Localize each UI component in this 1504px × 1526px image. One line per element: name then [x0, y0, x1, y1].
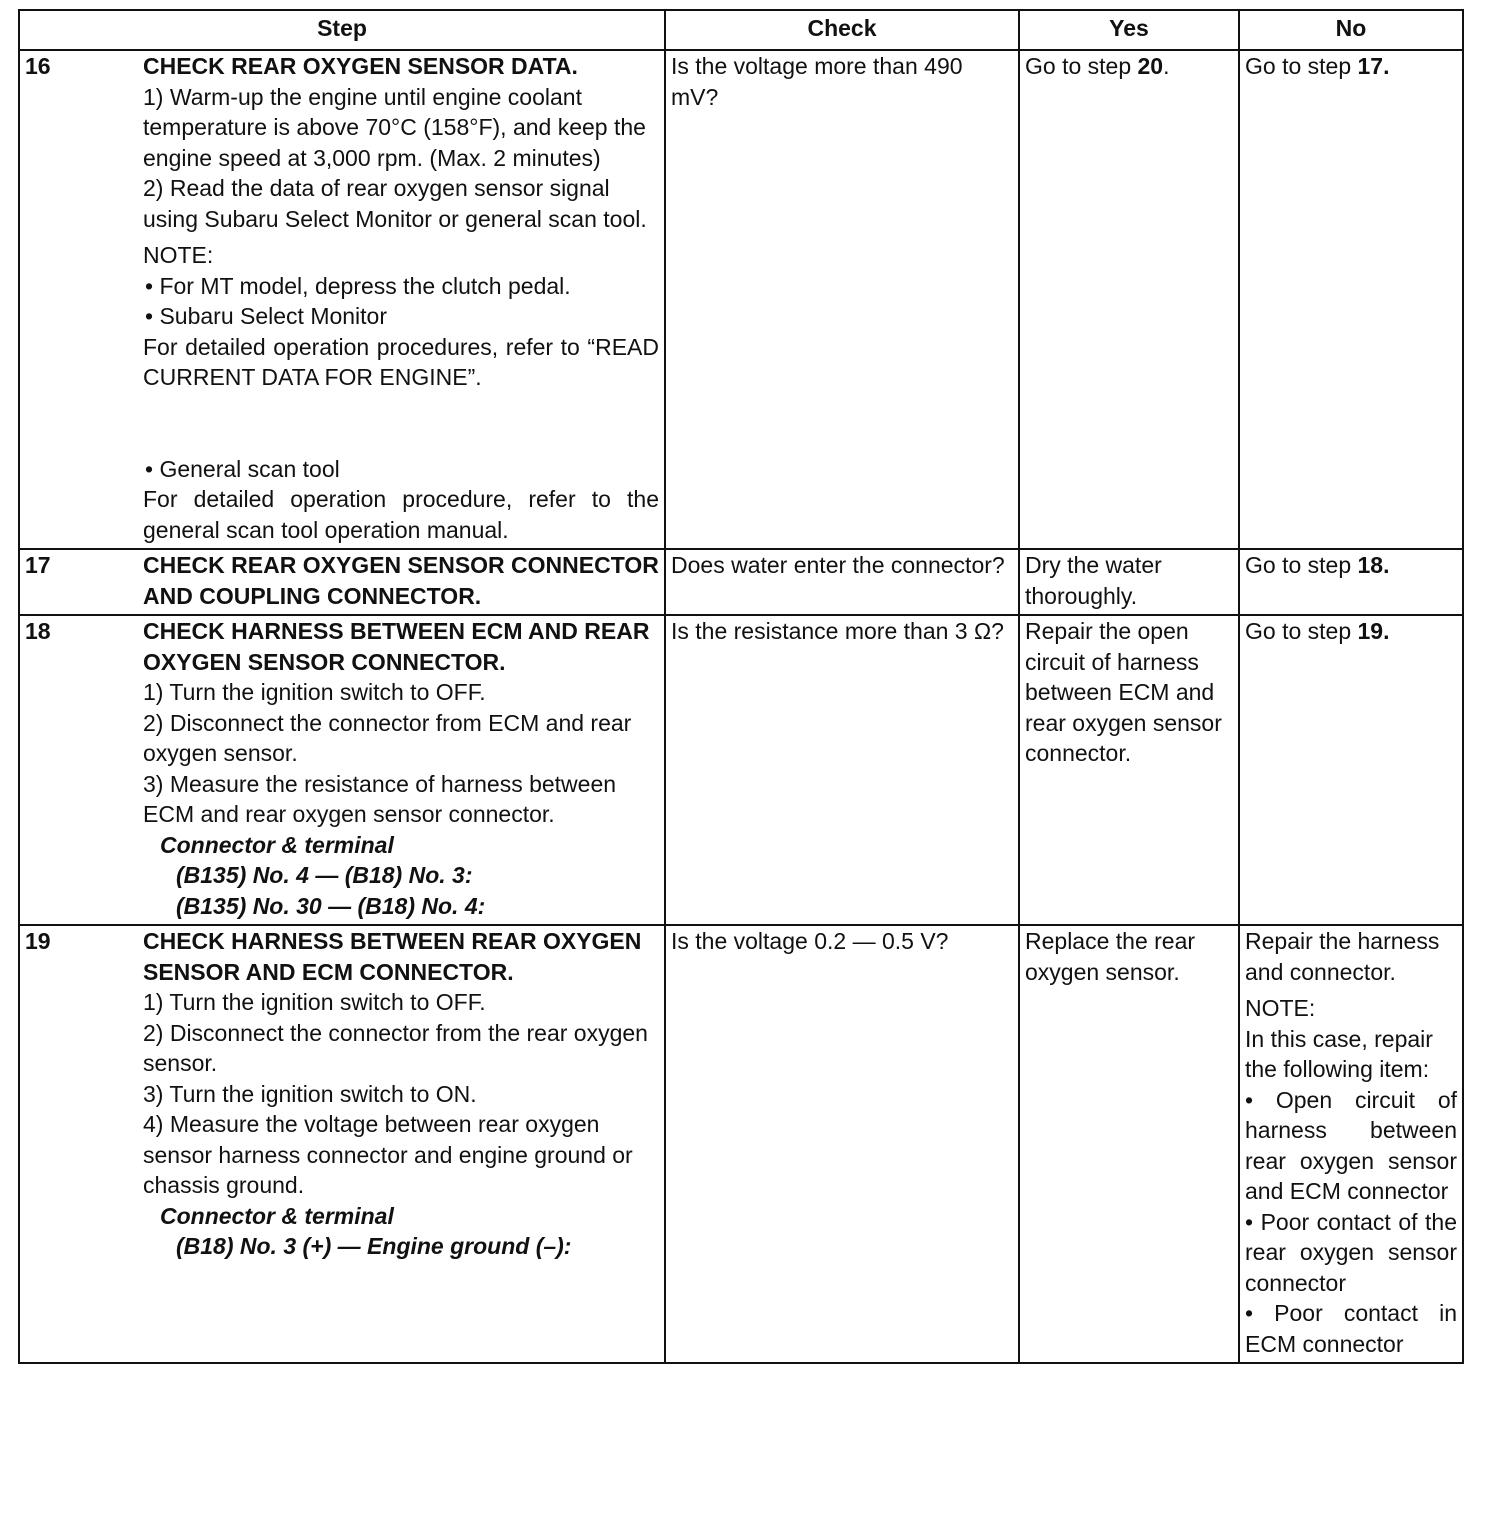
- step-title: CHECK REAR OXYGEN SENSOR DATA.: [143, 53, 578, 79]
- check-cell: Is the resistance more than 3 Ω?: [665, 615, 1019, 925]
- step-instruction: 3) Measure the resistance of harness between ECM and rear oxygen sensor connector.: [143, 770, 617, 827]
- note-bullet: • Open circuit of harness between rear oxygen sensor and ECM connector: [1245, 1086, 1457, 1204]
- note-bullet: • Poor contact in ECM connector: [1245, 1300, 1457, 1357]
- note-bullet: • General scan tool: [145, 455, 340, 482]
- check-cell: Does water enter the connector?: [665, 549, 1019, 615]
- step-instruction: 1) Warm-up the engine until engine coolant temperature is above 70°C (158°F), and keep the engine speed at 3,000 rpm. (Max. 2 minutes): [143, 83, 646, 171]
- step-title: CHECK HARNESS BETWEEN ECM AND REAR OXYGEN SENSOR CONNECTOR.: [143, 618, 650, 675]
- header-step: Step: [19, 10, 665, 50]
- step-instruction: 2) Disconnect the connector from ECM and rear oxygen sensor.: [143, 709, 632, 766]
- no-text: Repair the harness and connector.: [1245, 928, 1440, 985]
- header-check: Check: [665, 10, 1019, 50]
- connector-terminal-spec: (B135) No. 4 — (B18) No. 3:: [176, 862, 473, 888]
- connector-terminal-label: Connector & terminal: [160, 1202, 394, 1229]
- yes-cell: Replace the rear oxygen sensor.: [1019, 925, 1239, 1363]
- no-text: Go to step: [1245, 618, 1358, 644]
- note-label: NOTE:: [143, 242, 214, 268]
- check-cell: Is the voltage more than 490 mV?: [665, 50, 1019, 549]
- no-cell: [1239, 615, 1463, 925]
- connector-terminal-label: Connector & terminal: [160, 831, 394, 858]
- no-cell: [1239, 549, 1463, 615]
- table-row-16: [19, 50, 1463, 549]
- note-bullet: • For MT model, depress the clutch pedal.: [145, 272, 571, 299]
- yes-cell: Dry the water thoroughly.: [1019, 549, 1239, 615]
- step-instruction: 1) Turn the ignition switch to OFF.: [143, 989, 486, 1015]
- no-step-ref: 19.: [1357, 618, 1390, 644]
- no-cell: [1239, 925, 1463, 1363]
- no-step-ref: 17.: [1357, 53, 1390, 79]
- connector-terminal-spec: (B18) No. 3 (+) — Engine ground (–):: [176, 1233, 572, 1259]
- no-text: Go to step: [1245, 552, 1358, 578]
- header-row: [19, 10, 1463, 50]
- step-instruction: 1) Turn the ignition switch to OFF.: [143, 679, 486, 705]
- step-instruction: 3) Turn the ignition switch to ON.: [143, 1080, 477, 1107]
- step-number: 17: [25, 552, 51, 578]
- yes-text: Go to step: [1025, 53, 1138, 79]
- yes-cell: Repair the open circuit of harness between ECM and rear oxygen sensor connector.: [1019, 615, 1239, 925]
- no-text: Go to step: [1245, 53, 1358, 79]
- yes-cell: [1019, 50, 1239, 549]
- no-step-ref: 18.: [1357, 552, 1390, 578]
- yes-text-end: .: [1163, 53, 1170, 79]
- step-title: CHECK HARNESS BETWEEN REAR OXYGEN SENSOR AND ECM CONNECTOR.: [143, 928, 642, 985]
- table-row-19: [19, 925, 1463, 1363]
- step-instruction: 2) Disconnect the connector from the rear oxygen sensor.: [143, 1019, 648, 1076]
- step-instruction: 2) Read the data of rear oxygen sensor signal using Subaru Select Monitor or general scan tool.: [143, 175, 647, 232]
- yes-step-ref: 20: [1137, 53, 1164, 79]
- step-cell: [19, 549, 665, 615]
- header-no: No: [1239, 10, 1463, 50]
- connector-terminal-spec: (B135) No. 30 — (B18) No. 4:: [176, 892, 486, 919]
- header-yes: Yes: [1019, 10, 1239, 50]
- step-title: CHECK REAR OXYGEN SENSOR CONNECTOR AND COUPLING CONNECTOR.: [143, 552, 659, 609]
- step-cell: [19, 50, 665, 549]
- note-bullet: • Poor contact of the rear oxygen sensor connector: [1245, 1208, 1457, 1296]
- check-cell: Is the voltage 0.2 — 0.5 V?: [665, 925, 1019, 1363]
- table-row-18: [19, 615, 1463, 925]
- table-row-17: [19, 549, 1463, 615]
- step-number: 19: [25, 928, 51, 954]
- note-text: For detailed operation procedures, refer to “READ CURRENT DATA FOR ENGINE”.: [143, 333, 659, 390]
- diagnostic-table: [18, 9, 1464, 1364]
- step-number: 16: [25, 53, 51, 79]
- step-cell: [19, 615, 665, 925]
- step-cell: [19, 925, 665, 1363]
- step-number: 18: [25, 618, 51, 644]
- no-cell: [1239, 50, 1463, 549]
- note-bullet: • Subaru Select Monitor: [145, 303, 388, 329]
- note-text: In this case, repair the following item:: [1245, 1025, 1433, 1082]
- step-instruction: 4) Measure the voltage between rear oxygen sensor harness connector and engine ground or chassis ground.: [143, 1111, 633, 1198]
- note-label: NOTE:: [1245, 995, 1316, 1021]
- note-text: For detailed operation procedure, refer to the general scan tool operation manual.: [143, 486, 659, 543]
